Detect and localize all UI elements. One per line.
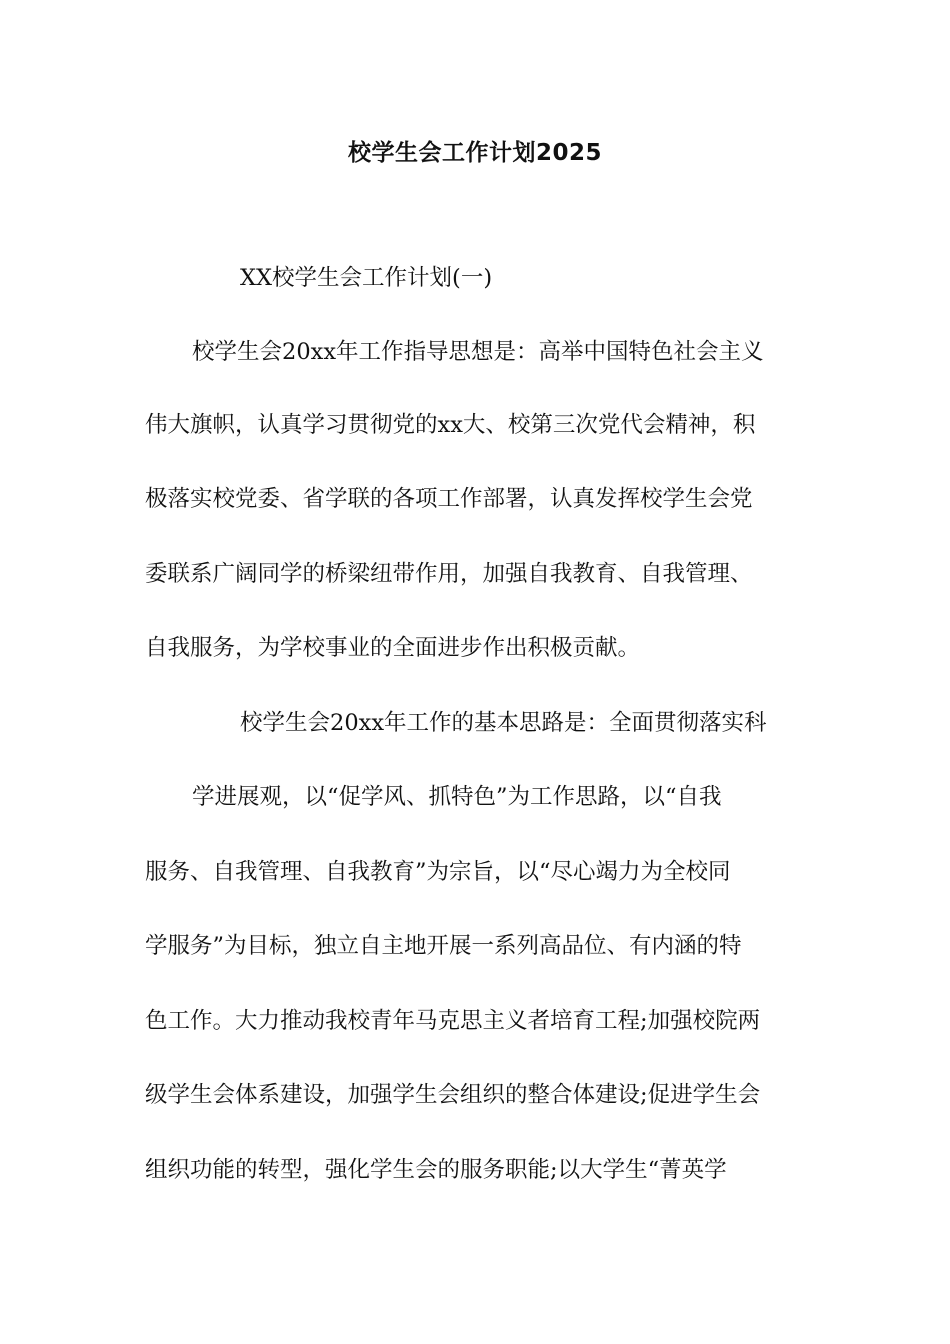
paragraph-line: 伟大旗帜，认真学习贯彻党的xx大、校第三次党代会精神，积 — [145, 412, 756, 438]
document-title: 校学生会工作计划2025 — [347, 140, 602, 166]
paragraph-line: 极落实校党委、省学联的各项工作部署，认真发挥校学生会党 — [145, 486, 753, 512]
paragraph-line: 学进展观，以“促学风、抓特色”为工作思路，以“自我 — [192, 784, 722, 810]
paragraph-line: 委联系广阔同学的桥梁纽带作用，加强自我教育、自我管理、 — [145, 561, 753, 587]
paragraph-line: 自我服务，为学校事业的全面进步作出积极贡献。 — [145, 635, 641, 661]
paragraph-line: 组织功能的转型，强化学生会的服务职能;以大学生“菁英学 — [145, 1157, 727, 1183]
section-heading: XX校学生会工作计划(一) — [240, 265, 493, 291]
paragraph-line: 学服务”为目标，独立自主地开展一系列高品位、有内涵的特 — [145, 933, 742, 959]
paragraph-line: 级学生会体系建设，加强学生会组织的整合体建设;促进学生会 — [145, 1082, 761, 1108]
paragraph-line: 校学生会20xx年工作指导思想是：高举中国特色社会主义 — [192, 339, 764, 365]
paragraph-line: 校学生会20xx年工作的基本思路是：全面贯彻落实科 — [240, 710, 767, 736]
paragraph-line: 色工作。大力推动我校青年马克思主义者培育工程;加强校院两 — [145, 1008, 761, 1034]
paragraph-line: 服务、自我管理、自我教育”为宗旨，以“尽心竭力为全校同 — [145, 859, 731, 885]
